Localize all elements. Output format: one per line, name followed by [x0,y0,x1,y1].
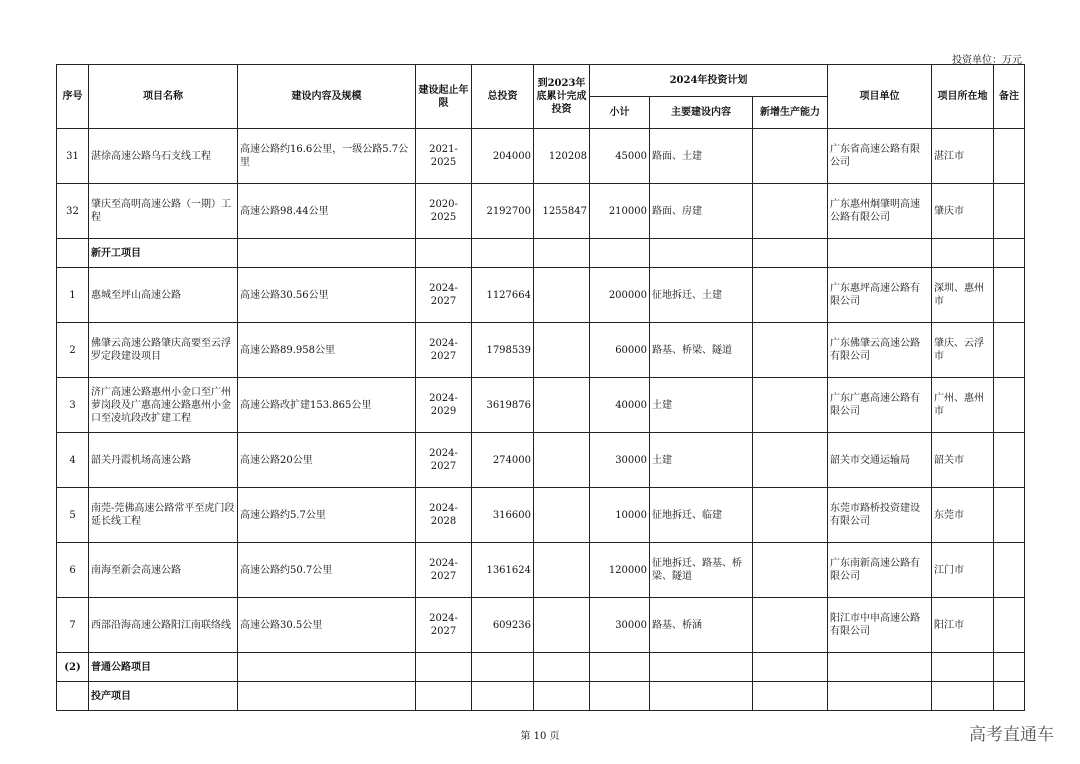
cell-main: 路基、桥梁、隧道 [650,323,753,378]
cell-remark [994,433,1025,488]
cell-period: 2024-2029 [416,378,472,433]
cell-subtotal: 10000 [590,488,650,543]
cell-main: 土建 [650,378,753,433]
cell-main: 征地拆迁、临建 [650,488,753,543]
cell-completed [534,378,590,433]
cell-location: 广州、惠州市 [932,378,994,433]
cell-empty [994,653,1025,682]
cell-remark [994,488,1025,543]
cell-seq: (2) [57,653,89,682]
header-name: 项目名称 [89,65,238,129]
cell-location: 湛江市 [932,129,994,184]
cell-capacity [753,598,828,653]
cell-unit: 广东佛肇云高速公路有限公司 [828,323,932,378]
cell-empty [590,682,650,711]
cell-completed [534,433,590,488]
section-row [57,682,1025,711]
cell-unit: 阳江市中申高速公路有限公司 [828,598,932,653]
cell-location: 肇庆、云浮市 [932,323,994,378]
cell-name: 投产项目 [89,682,238,711]
cell-total: 316600 [472,488,534,543]
header-completed: 到2023年底累计完成投资 [534,65,590,129]
cell-seq: 31 [57,129,89,184]
cell-content: 高速公路20公里 [238,433,416,488]
cell-content: 高速公路30.5公里 [238,598,416,653]
cell-unit: 广东省高速公路有限公司 [828,129,932,184]
cell-name: 普通公路项目 [89,653,238,682]
cell-completed [534,488,590,543]
cell-name: 济广高速公路惠州小金口至广州萝岗段及广惠高速公路惠州小金口至凌坑段改扩建工程 [89,378,238,433]
cell-seq: 5 [57,488,89,543]
cell-seq [57,239,89,268]
cell-subtotal: 210000 [590,184,650,239]
cell-subtotal: 30000 [590,433,650,488]
cell-capacity [753,488,828,543]
table-row [57,268,1025,323]
cell-capacity [753,323,828,378]
cell-seq: 1 [57,268,89,323]
table-row [57,543,1025,598]
section-row [57,653,1025,682]
cell-seq [57,682,89,711]
cell-empty [590,653,650,682]
cell-empty [416,682,472,711]
cell-capacity [753,543,828,598]
cell-capacity [753,433,828,488]
header-main-content: 主要建设内容 [650,97,753,129]
cell-seq: 32 [57,184,89,239]
cell-remark [994,378,1025,433]
cell-content: 高速公路改扩建153.865公里 [238,378,416,433]
cell-remark [994,598,1025,653]
cell-completed [534,268,590,323]
cell-empty [753,682,828,711]
cell-empty [472,239,534,268]
cell-empty [650,653,753,682]
cell-empty [994,239,1025,268]
cell-empty [753,239,828,268]
cell-content: 高速公路98.44公里 [238,184,416,239]
cell-subtotal: 120000 [590,543,650,598]
cell-empty [828,653,932,682]
cell-remark [994,184,1025,239]
cell-empty [828,682,932,711]
cell-seq: 3 [57,378,89,433]
cell-empty [238,239,416,268]
cell-subtotal: 45000 [590,129,650,184]
cell-location: 阳江市 [932,598,994,653]
cell-period: 2024-2028 [416,488,472,543]
cell-subtotal: 40000 [590,378,650,433]
cell-location: 东莞市 [932,488,994,543]
cell-empty [238,653,416,682]
cell-remark [994,268,1025,323]
cell-main: 路面、房建 [650,184,753,239]
cell-empty [932,239,994,268]
cell-content: 高速公路30.56公里 [238,268,416,323]
cell-content: 高速公路约5.7公里 [238,488,416,543]
cell-empty [472,682,534,711]
cell-unit: 广东南新高速公路有限公司 [828,543,932,598]
cell-content: 高速公路89.958公里 [238,323,416,378]
cell-main: 征地拆迁、路基、桥梁、隧道 [650,543,753,598]
table-row [57,598,1025,653]
cell-name: 南莞-莞佛高速公路常平至虎门段延长线工程 [89,488,238,543]
cell-period: 2024-2027 [416,323,472,378]
investment-plan-table [56,64,1025,711]
header-subtotal: 小计 [590,97,650,129]
cell-completed [534,323,590,378]
cell-period: 2021-2025 [416,129,472,184]
cell-seq: 6 [57,543,89,598]
table-row [57,488,1025,543]
cell-subtotal: 30000 [590,598,650,653]
cell-capacity [753,129,828,184]
table-row [57,184,1025,239]
cell-completed: 1255847 [534,184,590,239]
cell-location: 肇庆市 [932,184,994,239]
cell-name: 湛徐高速公路乌石支线工程 [89,129,238,184]
cell-name: 西部沿海高速公路阳江南联络线 [89,598,238,653]
cell-period: 2020-2025 [416,184,472,239]
cell-capacity [753,378,828,433]
cell-location: 江门市 [932,543,994,598]
cell-location: 韶关市 [932,433,994,488]
cell-empty [534,239,590,268]
cell-unit: 广东广惠高速公路有限公司 [828,378,932,433]
cell-name: 新开工项目 [89,239,238,268]
cell-empty [416,653,472,682]
cell-completed: 120208 [534,129,590,184]
cell-content: 高速公路约50.7公里 [238,543,416,598]
cell-seq: 7 [57,598,89,653]
cell-completed [534,543,590,598]
header-seq: 序号 [57,65,89,129]
cell-unit: 广东惠坪高速公路有限公司 [828,268,932,323]
cell-name: 惠城至坪山高速公路 [89,268,238,323]
cell-total: 2192700 [472,184,534,239]
cell-unit: 韶关市交通运输局 [828,433,932,488]
cell-period: 2024-2027 [416,433,472,488]
cell-total: 609236 [472,598,534,653]
cell-main: 土建 [650,433,753,488]
cell-name: 佛肇云高速公路肇庆高要至云浮罗定段建设项目 [89,323,238,378]
cell-seq: 4 [57,433,89,488]
table-row [57,129,1025,184]
cell-total: 274000 [472,433,534,488]
cell-empty [534,653,590,682]
cell-empty [472,653,534,682]
cell-total: 3619876 [472,378,534,433]
cell-empty [238,682,416,711]
cell-subtotal: 200000 [590,268,650,323]
cell-completed [534,598,590,653]
header-location: 项目所在地 [932,65,994,129]
cell-empty [753,653,828,682]
table-row [57,323,1025,378]
table-row [57,378,1025,433]
header-plan-2024: 2024年投资计划 [590,65,828,97]
cell-name: 肇庆至高明高速公路（一期）工程 [89,184,238,239]
cell-total: 1798539 [472,323,534,378]
cell-empty [994,682,1025,711]
cell-empty [650,239,753,268]
cell-remark [994,323,1025,378]
header-period: 建设起止年限 [416,65,472,129]
cell-period: 2024-2027 [416,543,472,598]
cell-period: 2024-2027 [416,268,472,323]
cell-seq: 2 [57,323,89,378]
cell-name: 韶关丹霞机场高速公路 [89,433,238,488]
header-remark: 备注 [994,65,1025,129]
cell-subtotal: 60000 [590,323,650,378]
header-unit: 项目单位 [828,65,932,129]
cell-total: 1361624 [472,543,534,598]
cell-main: 路基、桥涵 [650,598,753,653]
cell-content: 高速公路约16.6公里，一级公路5.7公里 [238,129,416,184]
cell-capacity [753,268,828,323]
cell-total: 1127664 [472,268,534,323]
cell-capacity [753,184,828,239]
cell-location: 深圳、惠州市 [932,268,994,323]
cell-unit: 广东惠州炯肇明高速公路有限公司 [828,184,932,239]
section-row [57,239,1025,268]
cell-name: 南海至新会高速公路 [89,543,238,598]
cell-empty [650,682,753,711]
cell-empty [932,653,994,682]
cell-empty [534,682,590,711]
cell-main: 征地拆迁、土建 [650,268,753,323]
header-content: 建设内容及规模 [238,65,416,129]
investment-unit-label: 投资单位：万元 [952,55,1022,66]
cell-period: 2024-2027 [416,598,472,653]
cell-remark [994,543,1025,598]
watermark: 高考直通车 [969,725,1054,745]
cell-empty [590,239,650,268]
cell-empty [828,239,932,268]
cell-unit: 东莞市路桥投资建设有限公司 [828,488,932,543]
header-capacity: 新增生产能力 [753,97,828,129]
cell-empty [416,239,472,268]
cell-empty [932,682,994,711]
cell-main: 路面、土建 [650,129,753,184]
cell-total: 204000 [472,129,534,184]
header-total: 总投资 [472,65,534,129]
cell-remark [994,129,1025,184]
page-number: 第 10 页 [520,731,560,742]
table-row [57,433,1025,488]
